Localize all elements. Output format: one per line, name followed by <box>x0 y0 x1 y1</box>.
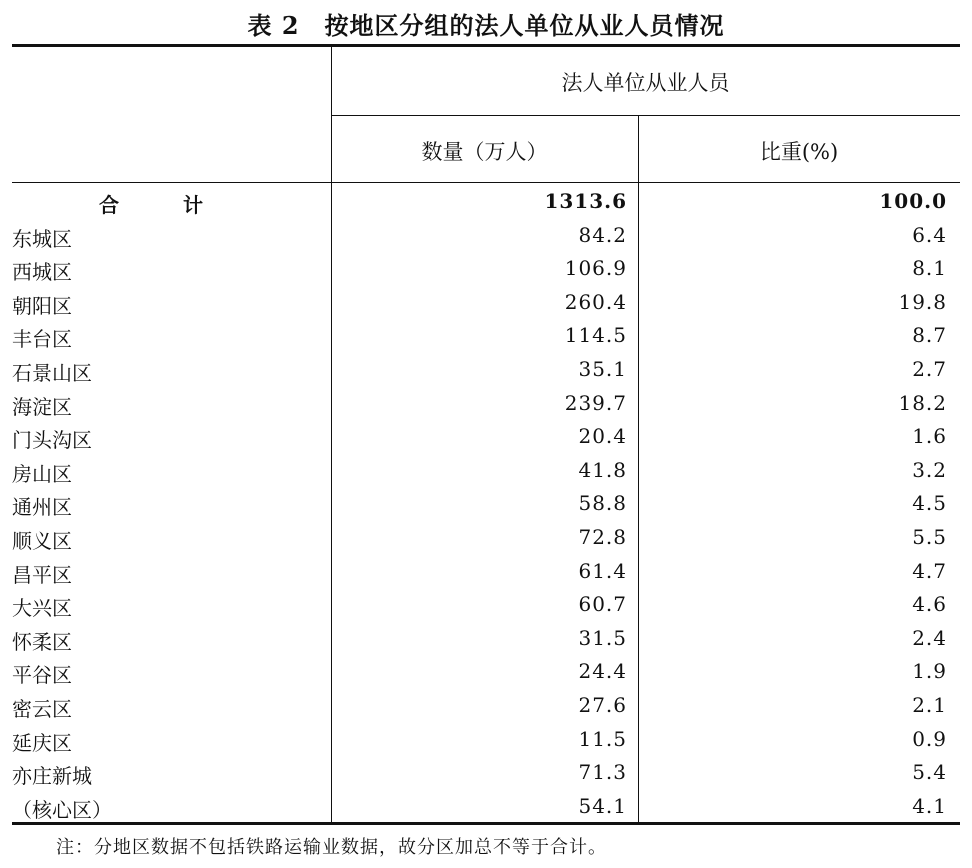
row-share: 4.6 <box>912 592 947 617</box>
row-count: 31.5 <box>578 625 627 650</box>
table-row <box>12 353 960 387</box>
table-row <box>12 521 960 555</box>
row-share: 2.7 <box>912 356 947 381</box>
table-footnote: 注：分地区数据不包括铁路运输业数据，故分区加总不等于合计。 <box>56 837 607 858</box>
table-title: 表 2 按地区分组的法人单位从业人员情况 <box>247 11 725 40</box>
table-row <box>12 252 960 286</box>
table-row <box>12 655 960 689</box>
table-body <box>12 185 960 823</box>
top-rule <box>12 44 960 47</box>
row-name: 门头沟区 <box>12 428 92 453</box>
row-name: 朝阳区 <box>12 293 72 318</box>
row-share: 4.7 <box>912 558 947 583</box>
table-row <box>12 219 960 253</box>
row-share: 5.5 <box>912 524 947 549</box>
header-group-label: 法人单位从业人员 <box>561 71 730 95</box>
table-row-total <box>12 185 960 219</box>
row-count: 20.4 <box>578 424 627 449</box>
row-share: 4.5 <box>912 491 947 516</box>
table-row <box>12 319 960 353</box>
row-count: 114.5 <box>564 323 627 348</box>
row-name: 延庆区 <box>12 730 72 755</box>
table-row <box>12 756 960 790</box>
row-name: 密云区 <box>12 696 72 721</box>
header-count-label: 数量（万人） <box>421 140 548 164</box>
row-share: 5.4 <box>912 760 947 785</box>
table-row <box>12 487 960 521</box>
row-count: 24.4 <box>578 659 627 684</box>
row-share: 2.1 <box>912 692 947 717</box>
header-share-label: 比重(%) <box>759 140 839 164</box>
row-share: 19.8 <box>898 289 947 314</box>
header-rule <box>12 182 960 183</box>
row-count: 239.7 <box>564 390 627 415</box>
table-row <box>12 555 960 589</box>
row-count: 54.1 <box>578 793 627 818</box>
row-share: 1.9 <box>912 659 947 684</box>
row-name: 西城区 <box>12 260 72 285</box>
table-row <box>12 387 960 421</box>
row-count: 27.6 <box>578 692 627 717</box>
row-count: 84.2 <box>578 222 627 247</box>
row-name: 通州区 <box>12 495 72 520</box>
row-share: 8.1 <box>912 256 947 281</box>
row-count: 72.8 <box>578 524 627 549</box>
row-share: 0.9 <box>912 726 947 751</box>
row-name: 大兴区 <box>12 596 72 621</box>
header-subrule <box>331 115 960 116</box>
row-count: 1313.6 <box>544 189 627 213</box>
row-share: 1.6 <box>912 424 947 449</box>
table-row <box>12 622 960 656</box>
row-name: 房山区 <box>12 461 72 486</box>
row-share: 2.4 <box>912 625 947 650</box>
row-name: （核心区） <box>12 797 112 822</box>
row-share: 4.1 <box>912 793 947 818</box>
row-count: 71.3 <box>578 760 627 785</box>
row-name: 丰台区 <box>12 327 72 352</box>
row-name: 亦庄新城 <box>12 764 92 789</box>
row-count: 41.8 <box>578 457 627 482</box>
row-name: 怀柔区 <box>12 629 72 654</box>
row-share: 100.0 <box>879 189 947 213</box>
row-share: 3.2 <box>912 457 947 482</box>
row-count: 106.9 <box>564 256 627 281</box>
table-row <box>12 689 960 723</box>
table-row <box>12 723 960 757</box>
row-count: 260.4 <box>564 289 627 314</box>
row-name: 平谷区 <box>12 663 72 688</box>
row-name: 东城区 <box>12 226 72 251</box>
row-name: 海淀区 <box>12 394 72 419</box>
row-count: 61.4 <box>578 558 627 583</box>
row-count: 35.1 <box>578 356 627 381</box>
row-count: 60.7 <box>578 592 627 617</box>
table-row <box>12 790 960 824</box>
row-name: 昌平区 <box>12 562 72 587</box>
table-row <box>12 454 960 488</box>
row-count: 58.8 <box>578 491 627 516</box>
row-name: 顺义区 <box>12 528 72 553</box>
row-name: 合 计 <box>99 193 225 217</box>
row-count: 11.5 <box>578 726 627 751</box>
row-share: 8.7 <box>912 323 947 348</box>
table-row <box>12 588 960 622</box>
row-name: 石景山区 <box>12 360 92 385</box>
row-share: 6.4 <box>912 222 947 247</box>
row-share: 18.2 <box>898 390 947 415</box>
table-row <box>12 286 960 320</box>
table-row <box>12 420 960 454</box>
